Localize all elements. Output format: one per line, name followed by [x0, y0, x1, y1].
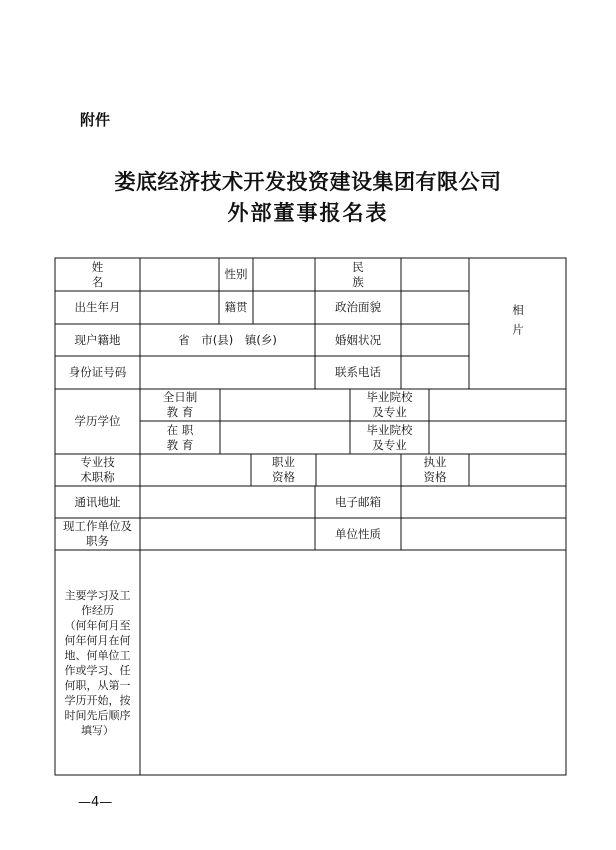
- label-grad-school-inservice: 毕业院校 及专业: [366, 422, 413, 452]
- field-phone[interactable]: [401, 356, 469, 389]
- label-ethnicity: 民 族: [352, 259, 380, 289]
- label-phone: 联系电话: [335, 365, 381, 379]
- label-political-status: 政治面貌: [335, 300, 381, 314]
- label-native-place: 籍贯: [224, 300, 248, 314]
- label-photo: 相片: [511, 304, 525, 343]
- label-email: 电子邮箱: [335, 494, 381, 509]
- field-vocational-qual[interactable]: [316, 454, 401, 486]
- label-fulltime-edu: 全日制 教 育: [162, 390, 198, 419]
- field-political-status[interactable]: [401, 291, 469, 324]
- field-work-unit[interactable]: [140, 518, 315, 550]
- field-marital-status[interactable]: [401, 324, 469, 356]
- form-title-line1: 娄底经济技术开发投资建设集团有限公司: [114, 169, 502, 194]
- field-practice-qual[interactable]: [469, 454, 566, 486]
- field-inservice-edu[interactable]: [220, 421, 350, 454]
- field-address[interactable]: [140, 486, 315, 518]
- field-grad-school-inservice[interactable]: [429, 421, 566, 454]
- label-name: 姓 名: [91, 259, 120, 289]
- label-vocational-qual: 职业 资格: [272, 455, 295, 484]
- label-marital-status: 婚姻状况: [335, 332, 381, 347]
- field-id-number[interactable]: [140, 356, 315, 389]
- label-address: 通讯地址: [74, 494, 121, 509]
- field-experience[interactable]: [140, 550, 566, 775]
- field-name[interactable]: [140, 258, 219, 291]
- label-birth: 出生年月: [74, 300, 121, 314]
- page-number: —4—: [78, 795, 113, 810]
- label-tech-title: 专业技 术职称: [80, 455, 115, 484]
- label-unit-nature: 单位性质: [335, 526, 381, 541]
- label-id-number: 身份证号码: [68, 365, 127, 379]
- form-title-line2: 外部董事报名表: [227, 200, 389, 225]
- field-birth[interactable]: [140, 291, 219, 324]
- field-fulltime-edu[interactable]: [220, 389, 350, 421]
- field-household[interactable]: 省 市(县) 镇(乡): [178, 332, 277, 347]
- field-grad-school-fulltime[interactable]: [429, 389, 566, 421]
- label-grad-school-fulltime: 毕业院校 及专业: [366, 390, 413, 419]
- label-gender: 性别: [224, 267, 248, 281]
- field-email[interactable]: [401, 486, 566, 518]
- label-practice-qual: 执业 资格: [423, 455, 447, 484]
- photo-box[interactable]: [469, 258, 566, 389]
- label-experience: 主要学习及工 作经历 （何年何月至 何年何月在何 地、何单位工 作或学习、任 何职，从第一 学历开始，按 时间先后顺序 填写）: [64, 588, 131, 737]
- field-native-place[interactable]: [253, 291, 315, 324]
- field-unit-nature[interactable]: [401, 518, 566, 550]
- attachment-label: 附件: [80, 111, 111, 129]
- label-education-degree: 学历学位: [74, 414, 121, 428]
- label-household: 现户籍地: [74, 332, 121, 347]
- label-work-unit: 现工作单位及 职务: [63, 519, 132, 548]
- field-ethnicity[interactable]: [401, 258, 469, 291]
- label-inservice-edu: 在 职 教 育: [166, 422, 194, 452]
- field-gender[interactable]: [253, 258, 315, 291]
- field-tech-title[interactable]: [140, 454, 251, 486]
